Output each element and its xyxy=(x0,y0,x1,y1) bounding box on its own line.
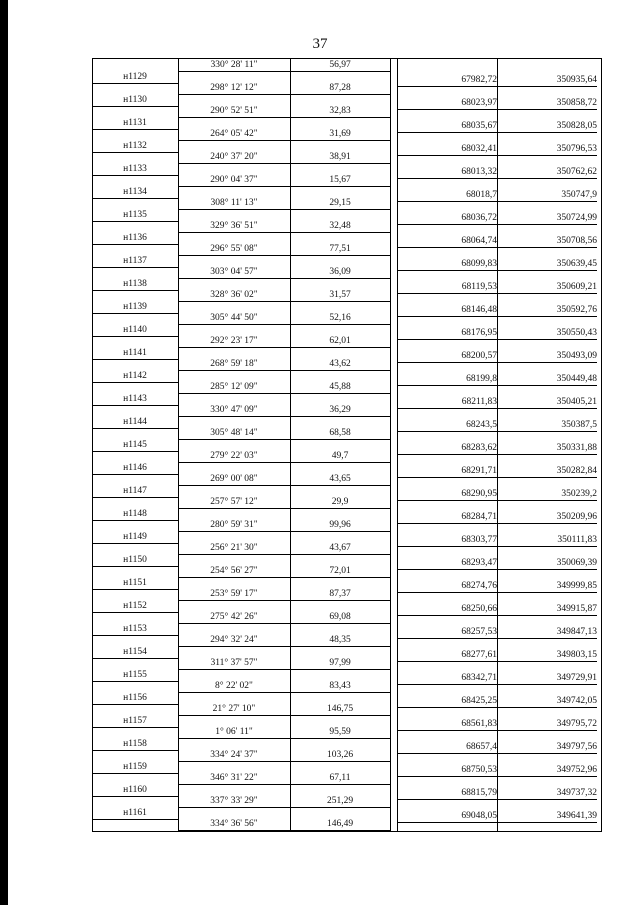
segment-length: 87,37 xyxy=(329,589,351,599)
point-y: 350609,21 xyxy=(556,281,597,292)
point-x: 68099,83 xyxy=(461,258,497,269)
segment-length: 32,48 xyxy=(329,221,351,231)
point-x: 68283,62 xyxy=(461,442,497,453)
point-name: н1135 xyxy=(123,209,147,220)
row-rule xyxy=(397,799,597,800)
row-rule xyxy=(397,178,597,179)
row-rule xyxy=(178,186,390,187)
segment-length: 49,7 xyxy=(331,451,349,461)
row-rule xyxy=(397,316,597,317)
point-y: 350405,21 xyxy=(556,396,597,407)
point-name: н1158 xyxy=(123,738,147,749)
point-y: 350449,48 xyxy=(556,373,597,384)
row-rule xyxy=(397,224,597,225)
segment-length: 99,96 xyxy=(329,520,351,530)
row-rule xyxy=(92,658,178,659)
segment-length: 43,62 xyxy=(329,359,351,369)
row-rule xyxy=(178,232,390,233)
row-rule xyxy=(92,336,178,337)
point-y: 350282,84 xyxy=(556,465,597,476)
row-rule xyxy=(92,612,178,613)
row-rule xyxy=(397,201,597,202)
point-y: 349742,05 xyxy=(556,695,597,706)
point-name: н1159 xyxy=(123,761,147,772)
page-number: 37 xyxy=(312,36,328,52)
segment-length: 29,15 xyxy=(329,198,351,208)
row-rule xyxy=(397,293,597,294)
row-rule xyxy=(92,727,178,728)
point-y: 350592,76 xyxy=(556,304,597,315)
point-name: н1143 xyxy=(123,393,147,404)
segment-length: 146,49 xyxy=(326,819,354,829)
row-rule xyxy=(178,784,390,785)
point-x: 68243,5 xyxy=(466,419,497,430)
segment-direction: 311° 37' 57" xyxy=(210,658,258,668)
point-x: 68035,67 xyxy=(461,120,497,131)
row-rule xyxy=(92,750,178,751)
segment-direction: 269° 00' 08" xyxy=(210,474,258,484)
segment-direction: 268° 59' 18" xyxy=(210,359,258,369)
point-y: 349847,13 xyxy=(556,626,597,637)
row-rule xyxy=(397,569,597,570)
row-rule xyxy=(92,359,178,360)
row-rule xyxy=(92,106,178,107)
point-name: н1160 xyxy=(123,784,147,795)
row-rule xyxy=(178,462,390,463)
point-y: 350111,83 xyxy=(557,534,597,545)
row-rule xyxy=(397,132,597,133)
point-x: 68303,77 xyxy=(461,534,497,545)
row-rule xyxy=(397,155,597,156)
point-x: 68199,8 xyxy=(466,373,497,384)
row-rule xyxy=(397,500,597,501)
point-name: н1148 xyxy=(123,508,147,519)
point-y: 349641,39 xyxy=(556,810,597,821)
point-y: 350639,45 xyxy=(556,258,597,269)
segment-length: 45,88 xyxy=(329,382,351,392)
point-x: 68274,76 xyxy=(461,580,497,591)
row-rule xyxy=(178,301,390,302)
row-rule xyxy=(397,546,597,547)
row-rule xyxy=(92,198,178,199)
row-rule xyxy=(178,278,390,279)
row-rule xyxy=(397,730,597,731)
point-name: н1129 xyxy=(123,71,147,82)
segment-length: 36,29 xyxy=(329,405,351,415)
row-rule xyxy=(397,822,597,823)
row-rule xyxy=(397,684,597,685)
row-rule xyxy=(178,738,390,739)
segment-direction: 279° 22' 03" xyxy=(210,451,258,461)
point-x: 68032,41 xyxy=(461,143,497,154)
segment-length: 48,35 xyxy=(329,635,351,645)
segment-direction: 296° 55' 08" xyxy=(210,244,258,254)
row-rule xyxy=(92,474,178,475)
segment-length: 29,9 xyxy=(331,497,349,507)
segment-length: 43,67 xyxy=(329,543,351,553)
row-rule xyxy=(92,244,178,245)
point-x: 68176,95 xyxy=(461,327,497,338)
row-rule xyxy=(397,362,597,363)
point-y: 350069,39 xyxy=(556,557,597,568)
row-rule xyxy=(92,543,178,544)
segment-length: 97,99 xyxy=(329,658,351,668)
segment-direction: 254° 56' 27" xyxy=(210,566,258,576)
point-y: 349803,15 xyxy=(556,649,597,660)
point-y: 349795,72 xyxy=(556,718,597,729)
point-name: н1151 xyxy=(123,577,147,588)
point-y: 350209,96 xyxy=(556,511,597,522)
segment-length: 68,58 xyxy=(329,428,351,438)
row-rule xyxy=(397,707,597,708)
segment-direction: 240° 37' 20" xyxy=(210,152,258,162)
segment-length: 251,29 xyxy=(326,796,354,806)
row-rule xyxy=(92,175,178,176)
point-y: 349915,87 xyxy=(556,603,597,614)
row-rule xyxy=(92,681,178,682)
point-x: 68425,25 xyxy=(461,695,497,706)
point-y: 350935,64 xyxy=(556,74,597,85)
point-x: 68018,7 xyxy=(466,189,497,200)
segment-direction: 346° 31' 22" xyxy=(210,773,258,783)
segment-direction: 8° 22' 02" xyxy=(215,681,253,691)
row-rule xyxy=(397,615,597,616)
point-x: 67982,72 xyxy=(461,74,497,85)
point-name: н1137 xyxy=(123,255,147,266)
point-name: н1145 xyxy=(123,439,147,450)
point-y: 350550,43 xyxy=(556,327,597,338)
point-y: 349729,91 xyxy=(556,672,597,683)
segment-direction: 275° 42' 26" xyxy=(210,612,258,622)
segment-length: 31,57 xyxy=(329,290,351,300)
segment-direction: 21° 27' 10" xyxy=(212,704,256,714)
row-rule xyxy=(178,209,390,210)
row-rule xyxy=(397,408,597,409)
point-y: 350493,09 xyxy=(556,350,597,361)
segment-direction: 264° 05' 42" xyxy=(210,129,258,139)
row-rule xyxy=(178,692,390,693)
row-rule xyxy=(92,129,178,130)
row-rule xyxy=(178,117,390,118)
row-rule xyxy=(397,385,597,386)
point-y: 349752,96 xyxy=(556,764,597,775)
point-name: н1136 xyxy=(123,232,147,243)
segment-direction: 334° 36' 56" xyxy=(210,819,258,829)
point-name: н1146 xyxy=(123,462,147,473)
segment-direction: 305° 48' 14" xyxy=(210,428,258,438)
row-rule xyxy=(397,431,597,432)
row-rule xyxy=(92,520,178,521)
row-rule xyxy=(178,715,390,716)
row-rule xyxy=(178,347,390,348)
coordinates-table xyxy=(92,58,602,832)
point-name: н1139 xyxy=(123,301,147,312)
segment-length: 103,26 xyxy=(326,750,354,760)
row-rule xyxy=(92,773,178,774)
segment-direction: 256° 21' 30" xyxy=(210,543,258,553)
point-x: 68013,32 xyxy=(461,166,497,177)
point-name: н1130 xyxy=(123,94,147,105)
point-name: н1147 xyxy=(123,485,147,496)
point-name: н1155 xyxy=(123,669,147,680)
row-rule xyxy=(92,497,178,498)
point-y: 350858,72 xyxy=(556,97,597,108)
row-rule xyxy=(92,635,178,636)
row-rule xyxy=(92,267,178,268)
point-name: н1141 xyxy=(123,347,147,358)
row-rule xyxy=(92,819,178,820)
row-rule xyxy=(178,761,390,762)
segment-direction: 292° 23' 17" xyxy=(210,336,258,346)
row-rule xyxy=(397,477,597,478)
row-rule xyxy=(92,313,178,314)
row-rule xyxy=(178,807,390,808)
point-y: 350828,05 xyxy=(556,120,597,131)
segment-direction: 305° 44' 50" xyxy=(210,313,258,323)
segment-length: 32,83 xyxy=(329,106,351,116)
point-name: н1132 xyxy=(123,140,147,151)
segment-direction: 334° 24' 37" xyxy=(210,750,258,760)
segment-length: 72,01 xyxy=(329,566,351,576)
segment-direction: 329° 36' 51" xyxy=(210,221,258,231)
row-rule xyxy=(397,592,597,593)
point-y: 350762,62 xyxy=(556,166,597,177)
point-x: 68023,97 xyxy=(461,97,497,108)
segment-length: 77,51 xyxy=(329,244,351,254)
point-name: н1140 xyxy=(123,324,147,335)
point-x: 68250,66 xyxy=(461,603,497,614)
point-name: н1154 xyxy=(123,646,147,657)
segment-length: 15,67 xyxy=(329,175,351,185)
segment-direction: 330° 47' 09" xyxy=(210,405,258,415)
segment-length: 38,91 xyxy=(329,152,351,162)
point-x: 68211,83 xyxy=(461,396,497,407)
segment-direction: 337° 33' 29" xyxy=(210,796,258,806)
row-rule xyxy=(397,776,597,777)
segment-direction: 298° 12' 12" xyxy=(210,83,258,93)
row-rule xyxy=(397,523,597,524)
point-x: 68146,48 xyxy=(461,304,497,315)
row-rule xyxy=(92,566,178,567)
row-rule xyxy=(178,554,390,555)
row-rule xyxy=(92,796,178,797)
segment-direction: 1° 06' 11" xyxy=(215,727,253,737)
point-y: 349737,32 xyxy=(556,787,597,798)
point-x: 68290,95 xyxy=(461,488,497,499)
row-rule xyxy=(178,623,390,624)
point-name: н1144 xyxy=(123,416,147,427)
row-rule xyxy=(92,428,178,429)
row-rule xyxy=(178,531,390,532)
segment-length: 69,08 xyxy=(329,612,351,622)
row-rule xyxy=(397,109,597,110)
row-rule xyxy=(92,152,178,153)
point-name: н1138 xyxy=(123,278,147,289)
segment-length: 43,65 xyxy=(329,474,351,484)
segment-length: 83,43 xyxy=(329,681,351,691)
row-rule xyxy=(397,454,597,455)
row-rule xyxy=(178,485,390,486)
point-name: н1142 xyxy=(123,370,147,381)
row-rule xyxy=(397,753,597,754)
row-rule xyxy=(92,290,178,291)
segment-length: 56,97 xyxy=(329,60,351,70)
point-name: н1153 xyxy=(123,623,147,634)
segment-length: 52,16 xyxy=(329,313,351,323)
segment-length: 67,11 xyxy=(329,773,351,783)
row-rule xyxy=(92,405,178,406)
point-x: 68561,83 xyxy=(461,718,497,729)
column-divider xyxy=(390,58,391,832)
row-rule xyxy=(92,221,178,222)
row-rule xyxy=(178,669,390,670)
point-y: 350796,53 xyxy=(556,143,597,154)
segment-direction: 290° 04' 37" xyxy=(210,175,258,185)
segment-direction: 328° 36' 02" xyxy=(210,290,258,300)
point-x: 68277,61 xyxy=(461,649,497,660)
row-rule xyxy=(178,255,390,256)
point-name: н1161 xyxy=(123,807,147,818)
segment-direction: 294° 32' 24" xyxy=(210,635,258,645)
point-x: 68036,72 xyxy=(461,212,497,223)
point-y: 350724,99 xyxy=(556,212,597,223)
point-name: н1134 xyxy=(123,186,147,197)
point-name: н1152 xyxy=(123,600,147,611)
point-name: н1150 xyxy=(123,554,147,565)
point-x: 68750,53 xyxy=(461,764,497,775)
point-x: 68815,79 xyxy=(461,787,497,798)
point-x: 68064,74 xyxy=(461,235,497,246)
point-name: н1149 xyxy=(123,531,147,542)
row-rule xyxy=(178,163,390,164)
row-rule xyxy=(178,830,390,831)
segment-length: 62,01 xyxy=(329,336,351,346)
point-x: 69048,05 xyxy=(461,810,497,821)
row-rule xyxy=(397,661,597,662)
point-x: 68342,71 xyxy=(461,672,497,683)
row-rule xyxy=(178,508,390,509)
segment-length: 87,28 xyxy=(329,83,351,93)
row-rule xyxy=(178,71,390,72)
row-rule xyxy=(397,86,597,87)
point-x: 68200,57 xyxy=(461,350,497,361)
row-rule xyxy=(178,439,390,440)
row-rule xyxy=(178,600,390,601)
segment-direction: 280° 59' 31" xyxy=(210,520,258,530)
row-rule xyxy=(178,393,390,394)
row-rule xyxy=(178,324,390,325)
row-rule xyxy=(178,416,390,417)
point-name: н1133 xyxy=(123,163,147,174)
row-rule xyxy=(397,247,597,248)
row-rule xyxy=(178,140,390,141)
row-rule xyxy=(92,83,178,84)
point-y: 350387,5 xyxy=(561,419,597,430)
segment-length: 36,09 xyxy=(329,267,351,277)
point-name: н1157 xyxy=(123,715,147,726)
segment-direction: 285° 12' 09" xyxy=(210,382,258,392)
point-x: 68293,47 xyxy=(461,557,497,568)
point-name: н1131 xyxy=(123,117,147,128)
segment-length: 95,59 xyxy=(329,727,351,737)
segment-length: 146,75 xyxy=(326,704,354,714)
segment-direction: 330° 28' 11" xyxy=(210,60,258,70)
point-x: 68119,53 xyxy=(461,281,497,292)
row-rule xyxy=(397,638,597,639)
point-y: 349797,56 xyxy=(556,741,597,752)
point-y: 350747,9 xyxy=(561,189,597,200)
row-rule xyxy=(178,577,390,578)
segment-direction: 253° 59' 17" xyxy=(210,589,258,599)
row-rule xyxy=(178,370,390,371)
segment-direction: 257° 57' 12" xyxy=(210,497,258,507)
row-rule xyxy=(178,646,390,647)
point-x: 68291,71 xyxy=(461,465,497,476)
segment-length: 31,69 xyxy=(329,129,351,139)
row-rule xyxy=(178,94,390,95)
row-rule xyxy=(92,382,178,383)
point-x: 68657,4 xyxy=(466,741,497,752)
page-edge-bar xyxy=(0,0,8,905)
point-x: 68284,71 xyxy=(461,511,497,522)
row-rule xyxy=(92,589,178,590)
point-name: н1156 xyxy=(123,692,147,703)
point-y: 350708,56 xyxy=(556,235,597,246)
segment-direction: 303° 04' 57" xyxy=(210,267,258,277)
row-rule xyxy=(92,704,178,705)
segment-direction: 308° 11' 13" xyxy=(210,198,258,208)
point-y: 350331,88 xyxy=(556,442,597,453)
row-rule xyxy=(397,339,597,340)
point-y: 350239,2 xyxy=(561,488,597,499)
point-x: 68257,53 xyxy=(461,626,497,637)
point-y: 349999,85 xyxy=(556,580,597,591)
row-rule xyxy=(92,451,178,452)
row-rule xyxy=(397,270,597,271)
segment-direction: 290° 52' 51" xyxy=(210,106,258,116)
